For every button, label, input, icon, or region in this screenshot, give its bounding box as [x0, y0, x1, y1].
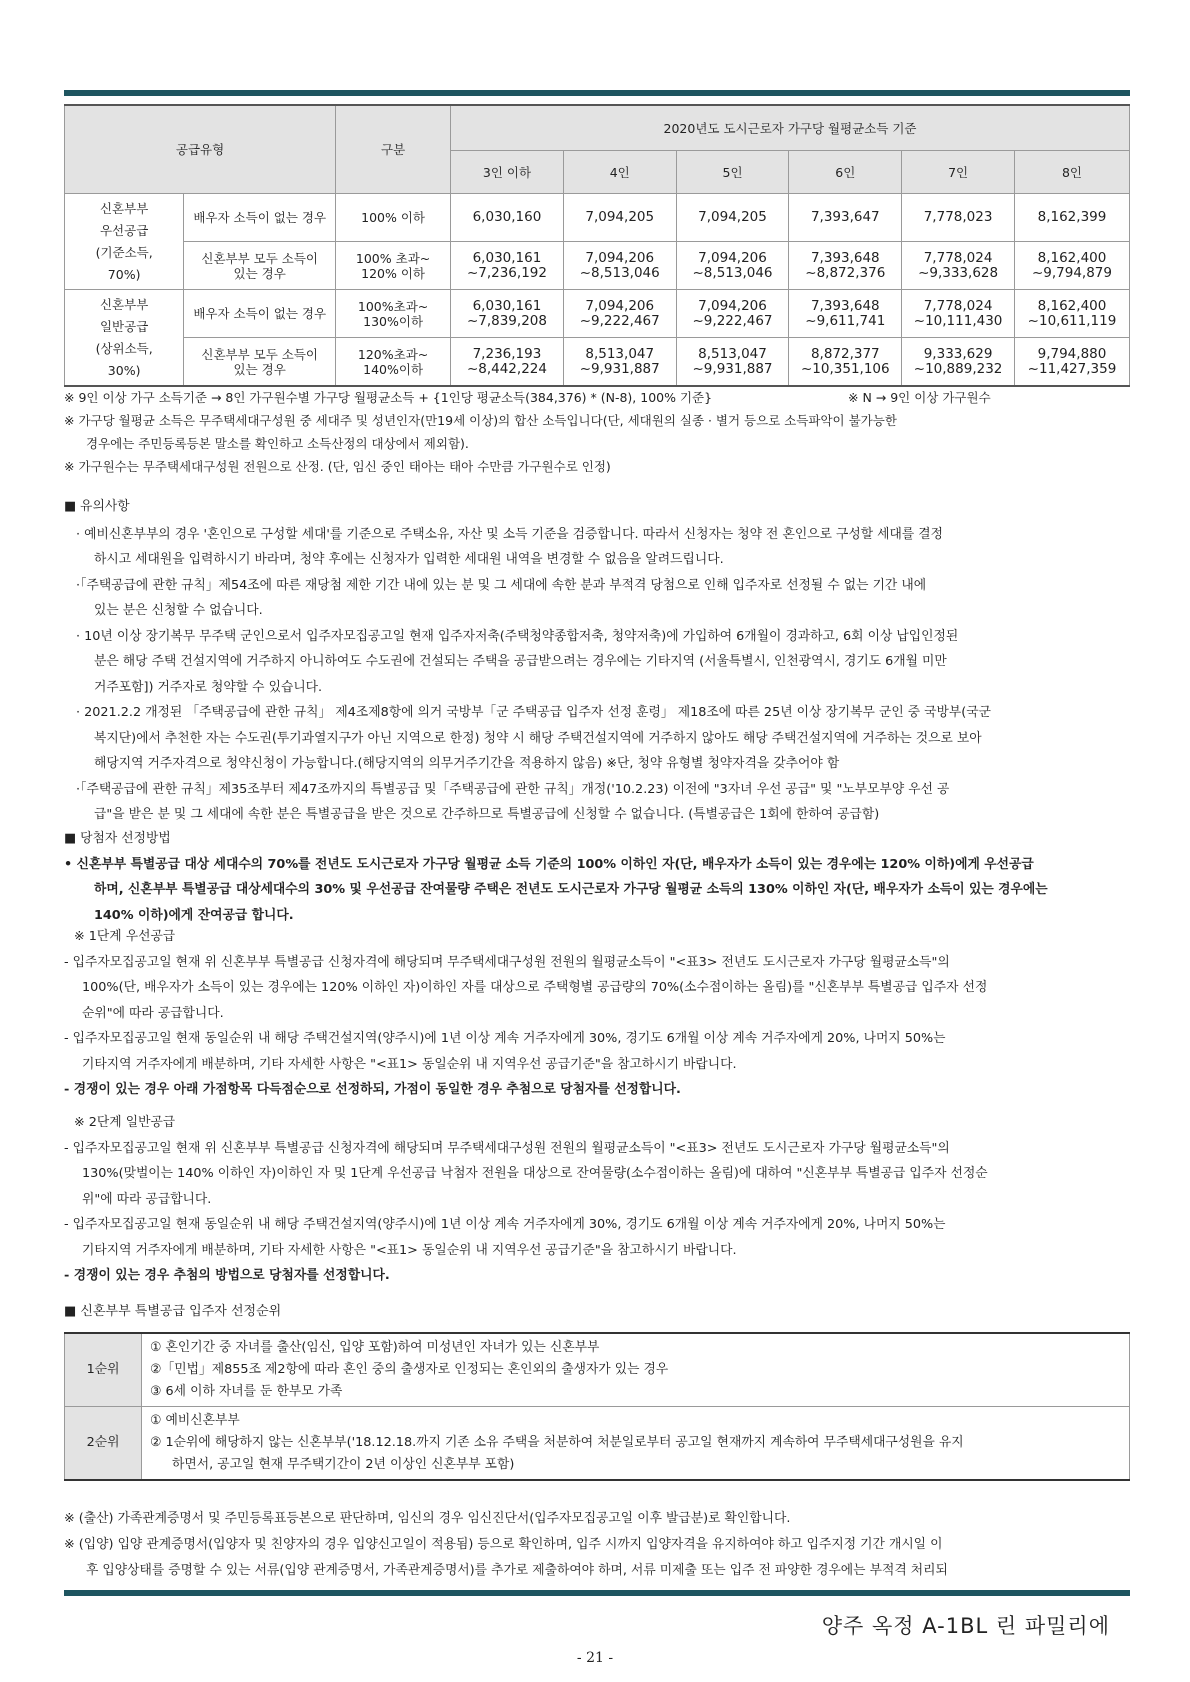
caution-section: [64, 494, 1144, 828]
stage2-line: - 경쟁이 있는 경우 추첨의 방법으로 당첨자를 선정합니다.: [64, 1268, 390, 1283]
stage1-line: - 입주자모집공고일 현재 동일순위 내 해당 주택건설지역(양주시)에 1년 이상 계속 거주자에게 30%, 경기도 6개월 이상 계속 거주자에게 20%, 나머지 50%는: [64, 1031, 946, 1046]
income-value-cell: [563, 338, 676, 387]
caution-line: 있는 분은 신청할 수 없습니다.: [94, 603, 263, 618]
stage1-line: 100%(단, 배우자가 소득이 있는 경우에는 120% 이하인 자)이하인 자를 대상으로 주택형별 공급량의 70%(소수점이하는 올림)를 "신혼부부 특별공급 입주자 선정: [82, 980, 988, 995]
cell-line: ~10,111,430: [913, 312, 1003, 329]
caution-line: 거주포함]) 거주자로 청약할 수 있습니다.: [94, 679, 323, 695]
income-value-cell: [451, 338, 564, 387]
range-cell: [336, 290, 451, 338]
income-value-cell: [789, 290, 902, 338]
cell-line: 신혼부부: [99, 200, 149, 216]
cell-line: 8,513,047: [698, 345, 767, 362]
header-size: 4인: [563, 151, 676, 194]
stage1-line: 순위"에 따라 공급합니다.: [82, 1005, 224, 1021]
cell-line: 6,030,161: [472, 297, 542, 314]
range-cell: [336, 242, 451, 290]
income-value-cell: [902, 242, 1015, 290]
document-footer-title: 양주 옥정 A-1BL 린 파밀리에: [821, 1614, 1110, 1638]
caution-title: ■ 유의사항: [64, 499, 130, 514]
selection-section: [64, 826, 1144, 928]
income-value-cell: [676, 194, 789, 242]
selection-line-1: • 신혼부부 특별공급 대상 세대수의 70%를 전년도 도시근로자 가구당 월평균 소득 기준의 100% 이하인 자(단, 배우자가 소득이 있는 경우에는 120% 이하)에게 우선공급: [64, 856, 1034, 872]
cell-line: ~7,236,192: [466, 264, 547, 281]
cell-line: ~9,611,741: [805, 312, 886, 329]
cell-line: 8,513,047: [585, 345, 655, 362]
cell-line: 7,094,206: [698, 249, 767, 266]
top-rule: [64, 90, 1130, 96]
condition-cell: [184, 338, 336, 387]
stage2-line: - 입주자모집공고일 현재 동일순위 내 해당 주택건설지역(양주시)에 1년 이상 계속 거주자에게 30%, 경기도 6개월 이상 계속 거주자에게 20%, 나머지 50%는: [64, 1217, 946, 1232]
selection-line-2: 하며, 신혼부부 특별공급 대상세대수의 30% 및 우선공급 잔여물량 주택은 전년도 도시근로자 가구당 월평균 소득의 130% 이하인 자(단, 배우자가 소득이 있는 경우에는: [94, 882, 1048, 897]
cell-line: ~10,351,106: [800, 360, 890, 377]
selection-line-3: 140% 이하)에게 잔여공급 합니다.: [94, 907, 294, 923]
condition-cell: [184, 194, 336, 242]
income-value-cell: [1014, 290, 1129, 338]
cell-line: 배우자 소득이 없는 경우: [193, 210, 327, 225]
cell-line: 120% 이하: [361, 265, 426, 281]
cell-line: 6,030,160: [472, 209, 542, 225]
cell-line: ~10,889,232: [913, 360, 1003, 377]
income-value-cell: [451, 290, 564, 338]
stage2-title: ※ 2단계 일반공급: [74, 1115, 176, 1130]
income-value-cell: [676, 338, 789, 387]
stage2-section: [64, 1110, 1144, 1289]
income-value-cell: [789, 338, 902, 387]
cell-line: 7,094,205: [585, 209, 655, 225]
stage1-title: ※ 1단계 우선공급: [74, 929, 176, 944]
cell-line: ~11,427,359: [1027, 360, 1117, 377]
cell-line: ~9,333,628: [918, 264, 999, 281]
note-adoption-cont: 후 입양상태를 증명할 수 있는 서류(입양 관계증명서, 가족관계증명서)를 추가로 제출하여야 하며, 서류 미제출 또는 입주 전 파양한 경우에는 부적격 처리되: [86, 1563, 948, 1578]
cell-line: 100% 초과~: [355, 250, 431, 266]
cell-line: 8,162,400: [1037, 249, 1107, 266]
rank-title-wrap: [64, 1300, 1144, 1323]
caution-line: 분은 해당 주택 건설지역에 거주하지 아니하여도 수도권에 건설되는 주택을 공급받으려는 경우에는 기타지역 (서울특별시, 인천광역시, 경기도 6개월 미만: [94, 654, 947, 669]
rank1-item: ③ 6세 이하 자녀를 둔 한부모 가족: [150, 1384, 343, 1399]
caution-line: 해당지역 거주자격으로 청약신청이 가능합니다.(해당지역의 의무거주기간을 적용하지 않음) ※단, 청약 유형별 청약자격을 갖추어야 함: [94, 756, 840, 771]
stage2-line: - 입주자모집공고일 현재 위 신혼부부 특별공급 신청자격에 해당되며 무주택세대구성원 전원의 월평균소득이 "<표3> 전년도 도시근로자 가구당 월평균소득"의: [64, 1140, 950, 1156]
note-household-count: ※ 가구원수는 무주택세대구성원 전원으로 산정. (단, 임신 중인 태아는 태아 수만큼 가구원수로 인정): [64, 459, 611, 474]
income-value-cell: [451, 242, 564, 290]
cell-line: 7,393,648: [810, 297, 880, 314]
bottom-rule: [64, 1590, 1130, 1596]
rank1-item: ②「민법」제855조 제2항에 따라 혼인 중의 출생자로 인정되는 혼인외의 출생자가 있는 경우: [150, 1362, 669, 1377]
cell-line: ~9,222,467: [579, 312, 660, 329]
selection-title: ■ 당첨자 선정방법: [64, 831, 171, 846]
cell-line: ~9,931,887: [692, 360, 773, 377]
note-9plus: ※ 9인 이상 가구 소득기준 → 8인 가구원수별 가구당 월평균소득 + {1인당 평균소득(384,376) * (N-8), 100% 기준}: [64, 390, 713, 405]
cell-line: 7,393,648: [810, 249, 880, 266]
cell-line: 배우자 소득이 없는 경우: [193, 306, 327, 321]
table-notes: [64, 386, 1144, 478]
income-value-cell: [1014, 194, 1129, 242]
cell-line: 7,094,205: [698, 209, 767, 225]
cell-line: 6,030,161: [472, 249, 542, 266]
cell-line: ~9,794,879: [1031, 264, 1112, 281]
header-size: 7인: [902, 151, 1015, 194]
stage2-line: 130%(맞벌이는 140% 이하인 자)이하인 자 및 1단계 우선공급 낙첨자 전원을 대상으로 잔여물량(소수점이하는 올림)에 대하여 "신혼부부 특별공급 입주자 선정순: [82, 1166, 988, 1181]
note-income-def-cont: 경우에는 주민등록등본 말소를 확인하고 소득산정의 대상에서 제외함).: [86, 436, 469, 451]
cell-line: 9,794,880: [1037, 345, 1107, 362]
rank2-item: ① 예비신혼부부: [150, 1413, 240, 1428]
cell-line: 7,094,206: [698, 297, 767, 314]
rank1-label: 1순위: [65, 1333, 142, 1407]
cell-line: 우선공급: [99, 222, 149, 238]
cell-line: 7,778,024: [923, 297, 993, 314]
cell-line: 100%초과~: [357, 298, 429, 314]
cell-line: 있는 경우: [233, 361, 286, 377]
cell-line: 70%): [107, 266, 141, 282]
cell-line: ~7,839,208: [466, 312, 547, 329]
stage1-line: 기타지역 거주자에게 배분하며, 기타 자세한 사항은 "<표1> 동일순위 내 지역우선 공급기준"을 참고하시기 바랍니다.: [82, 1056, 737, 1072]
rank1-item: ① 혼인기간 중 자녀를 출산(임신, 입양 포함)하여 미성년인 자녀가 있는 신혼부부: [150, 1340, 600, 1355]
rank-table: [64, 1332, 1130, 1481]
cell-line: 130%이하: [363, 313, 424, 329]
caution-line: 복지단)에서 추천한 자는 수도권(투기과열지구가 아닌 지역으로 한정) 청약 시 해당 주택건설지역에 거주하지 않아도 해당 주택건설지역에 거주하는 것으로 보아: [94, 730, 982, 746]
income-value-cell: [676, 290, 789, 338]
header-size: 3인 이하: [451, 151, 564, 194]
condition-cell: [184, 290, 336, 338]
cell-line: 신혼부부 모두 소득이: [201, 346, 318, 362]
income-row: [65, 242, 1130, 290]
income-row: [65, 290, 1130, 338]
cell-line: 7,094,206: [585, 249, 655, 266]
income-value-cell: [563, 290, 676, 338]
group-name: [65, 194, 184, 290]
income-row: [65, 338, 1130, 387]
stage1-line: - 경쟁이 있는 경우 아래 가점항목 다득점순으로 선정하되, 가점이 동일한 경우 추첨으로 당첨자를 선정합니다.: [64, 1082, 681, 1097]
cell-line: 120%초과~: [357, 346, 429, 362]
caution-line: ·「주택공급에 관한 규칙」제35조부터 제47조까지의 특별공급 및「주택공급에 관한 규칙」개정('10.2.23) 이전에 "3자녀 우선 공급" 및 "노부모부양 우선 공: [76, 781, 950, 797]
income-value-cell: [563, 194, 676, 242]
cell-line: (상위소득,: [95, 340, 153, 356]
cell-line: 7,778,024: [923, 249, 993, 266]
note-birth: ※ (출산) 가족관계증명서 및 주민등록표등본으로 판단하며, 임신의 경우 임신진단서(입주자모집공고일 이후 발급분)로 확인합니다.: [64, 1511, 791, 1526]
income-value-cell: [451, 194, 564, 242]
cell-line: 8,162,400: [1037, 297, 1107, 314]
header-size: 8인: [1014, 151, 1129, 194]
condition-cell: [184, 242, 336, 290]
rank2-label: 2순위: [65, 1407, 142, 1481]
caution-line: · 예비신혼부부의 경우 '혼인으로 구성할 세대'를 기준으로 주택소유, 자산 및 소득 기준을 검증합니다. 따라서 신청자는 청약 전 혼인으로 구성할 세대를 결정: [76, 526, 944, 542]
rank2-item: ② 1순위에 해당하지 않는 신혼부부('18.12.18.까지 기존 소유 주택을 처분하여 처분일로부터 공고일 현재까지 계속하여 무주택세대구성원을 유지: [150, 1435, 964, 1450]
cell-line: ~8,442,224: [466, 360, 547, 377]
stage1-line: - 입주자모집공고일 현재 위 신혼부부 특별공급 신청자격에 해당되며 무주택세대구성원 전원의 월평균소득이 "<표3> 전년도 도시근로자 가구당 월평균소득"의: [64, 954, 950, 970]
rank1-content: [142, 1333, 1130, 1407]
cell-line: 신혼부부: [99, 296, 149, 312]
cell-line: 8,872,377: [810, 345, 880, 362]
income-value-cell: [563, 242, 676, 290]
income-value-cell: [902, 194, 1015, 242]
range-cell: [336, 338, 451, 387]
cell-line: (기준소득,: [95, 244, 153, 260]
cell-line: 7,236,193: [472, 345, 542, 362]
cell-line: ~8,872,376: [805, 264, 886, 281]
income-value-cell: [676, 242, 789, 290]
cell-line: ~9,222,467: [692, 312, 773, 329]
income-value-cell: [789, 194, 902, 242]
cell-line: 140%이하: [363, 361, 424, 377]
cell-line: 7,094,206: [585, 297, 655, 314]
income-row: [65, 194, 1130, 242]
income-criteria-table: [64, 104, 1130, 387]
cell-line: ~10,611,119: [1027, 312, 1117, 329]
cell-line: 7,393,647: [810, 209, 880, 225]
cell-line: ~9,931,887: [579, 360, 660, 377]
note-adoption: ※ (입양) 입양 관계증명서(입양자 및 친양자의 경우 입양신고일이 적용됨) 등으로 확인하며, 입주 시까지 입양자격을 유지하여야 하고 입주지정 기간 개시일 이: [64, 1537, 943, 1552]
income-value-cell: [789, 242, 902, 290]
header-size: 6인: [789, 151, 902, 194]
cell-line: 30%): [107, 362, 141, 378]
cell-line: ~8,513,046: [692, 264, 773, 281]
cell-line: 100% 이하: [361, 210, 426, 225]
cell-line: 9,333,629: [923, 345, 993, 362]
cell-line: 신혼부부 모두 소득이: [201, 250, 318, 266]
cell-line: 있는 경우: [233, 265, 286, 281]
rank-title: ■ 신혼부부 특별공급 입주자 선정순위: [64, 1304, 282, 1319]
rank2-item: 하면서, 공고일 현재 무주택기간이 2년 이상인 신혼부부 포함): [172, 1457, 515, 1472]
caution-line: 하시고 세대원을 입력하시기 바라며, 청약 후에는 신청자가 입력한 세대원 내역을 변경할 수 없음을 알려드립니다.: [94, 552, 724, 567]
cell-line: 7,778,023: [923, 209, 993, 225]
range-cell: [336, 194, 451, 242]
caution-line: ·「주택공급에 관한 규칙」제54조에 따른 재당첨 제한 기간 내에 있는 분 및 그 세대에 속한 분과 부적격 당첨으로 인해 입주자로 선정될 수 없는 기간 내에: [76, 577, 927, 593]
cell-line: 8,162,399: [1037, 209, 1107, 225]
header-income-basis: 2020년도 도시근로자 가구당 월평균소득 기준: [451, 105, 1130, 151]
group-name: [65, 290, 184, 387]
header-supply-type: 공급유형: [65, 105, 336, 194]
page-number: - 21 -: [576, 1650, 614, 1666]
stage2-line: 위"에 따라 공급합니다.: [82, 1191, 212, 1207]
stage2-line: 기타지역 거주자에게 배분하며, 기타 자세한 사항은 "<표1> 동일순위 내 지역우선 공급기준"을 참고하시기 바랍니다.: [82, 1242, 737, 1258]
income-value-cell: [902, 290, 1015, 338]
cell-line: 일반공급: [99, 318, 149, 334]
bottom-notes: [64, 1506, 1144, 1584]
caution-line: · 10년 이상 장기복무 무주택 군인으로서 입주자모집공고일 현재 입주자저축(주택청약종합저축, 청약저축)에 가입하여 6개월이 경과하고, 6회 이상 납입인정된: [76, 628, 959, 644]
note-income-def: ※ 가구당 월평균 소득은 무주택세대구성원 중 세대주 및 성년인자(만19세 이상)의 합산 소득입니다(단, 세대원의 실종 · 별거 등으로 소득파악이 불가능한: [64, 413, 897, 428]
caution-line: · 2021.2.2 개정된 「주택공급에 관한 규칙」 제4조제8항에 의거 국방부「군 주택공급 입주자 선정 훈령」 제18조에 따른 25년 이상 장기복무 군인 중 국방부(국군: [76, 705, 991, 720]
header-size: 5인: [676, 151, 789, 194]
stage1-section: [64, 924, 1144, 1103]
note-n-definition: ※ N → 9인 이상 가구원수: [848, 390, 991, 405]
income-value-cell: [1014, 338, 1129, 387]
header-category: 구분: [336, 105, 451, 194]
caution-line: 급"을 받은 분 및 그 세대에 속한 분은 특별공급을 받은 것으로 간주하므로 특별공급에 신청할 수 없습니다. (특별공급은 1회에 한하여 공급함): [94, 807, 880, 822]
rank2-content: [142, 1407, 1130, 1481]
income-value-cell: [1014, 242, 1129, 290]
income-value-cell: [902, 338, 1015, 387]
cell-line: ~8,513,046: [579, 264, 660, 281]
